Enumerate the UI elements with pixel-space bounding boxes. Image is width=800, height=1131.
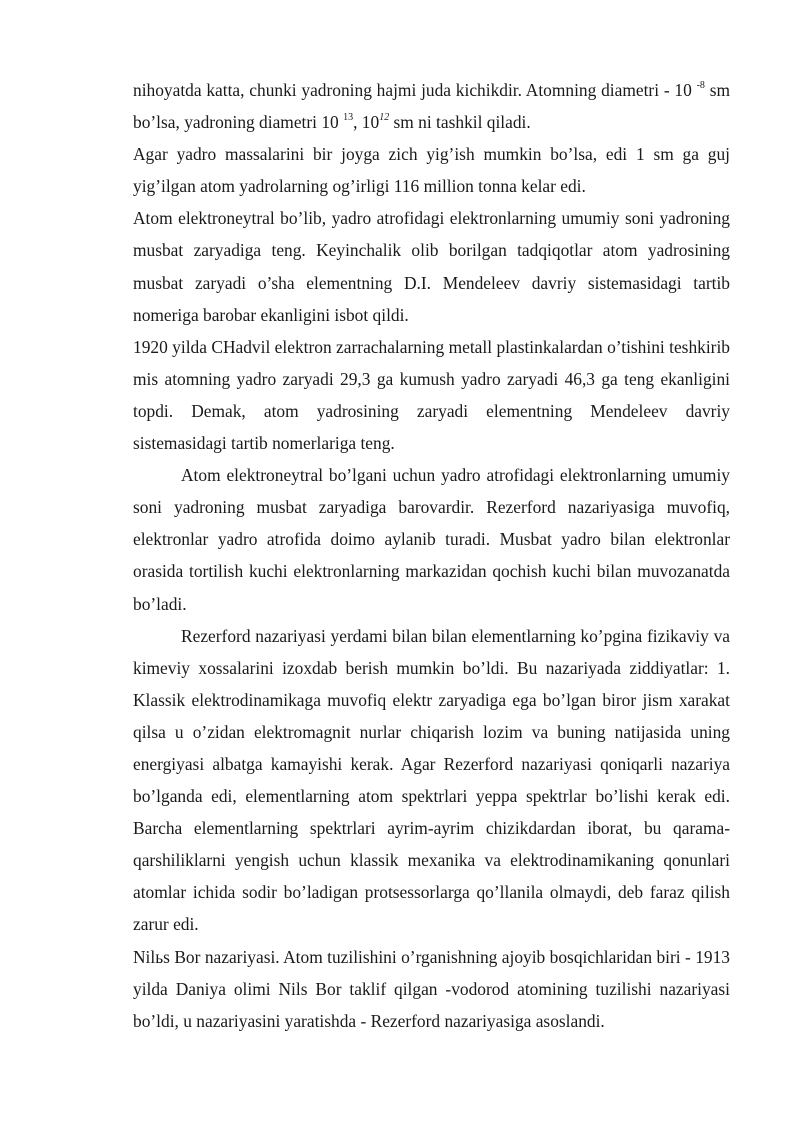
paragraph-1 (133, 74, 730, 138)
paragraph-6: Rezerford nazariyasi yerdami bilan bilan elementlarning ko’pgina fizikaviy va kimeviy xossalarini izoxdab berish mumkin bo’ldi. Bu nazariyada ziddiyatlar: 1. Klassik elektrodinamikaga muvofiq elektr zaryadiga ega bo’lgan biror jism xarakat qilsa u o’zidan elektromagnit nurlar chiqarish lozim va buning natijasida uning energiyasi albatga kamayishi kerak. Agar Rezerford nazariyasi qoniqarli nazariya bo’lganda edi, elementlarning atom spektrlari yeppa spektrlar bo’lishi kerak edi. Barcha elementlarning spektrlari ayrim-ayrim chizikdardan iborat, bu qarama-qarshiliklarni yengish uchun klassik mexanika va elektrodinamikaning qonunlari atomlar ichida sodir bo’ladigan protsessorlarga qo’llanila olmaydi, deb faraz qilish zarur edi. (133, 625, 730, 935)
paragraph-5: Atom elektroneytral bo’lgani uchun yadro atrofidagi elektronlarning umumiy soni yadroning musbat zaryadiga barovardir. Rezerford nazariyasiga muvofiq, elektronlar yadro atrofida doimo aylanib turadi. Musbat yadro bilan elektronlar orasida tortilish kuchi elektronlarning markazidan qochish kuchi bilan muvozanatda bo’ladi. (133, 465, 730, 614)
paragraph-2: Agar yadro massalarini bir joyga zich yig’ish mumkin bo’lsa, edi 1 sm ga guj yig’ilgan atom yadrolarning og’irligi 116 million tonna kelar edi. (133, 144, 730, 197)
paragraph-7: Nilьs Bor nazariyasi. Atom tuzilishini o’rganishning ajoyib bosqichlaridan biri - 1913 yilda Daniya olimi Nils Bor taklif qilgan -vodorod atomining tuzilishi nazariyasi bo’ldi, u nazariyasini yaratishda - Rezerford nazariyasiga asoslandi. (133, 946, 730, 1031)
paragraph-1-text-a: nihoyatda katta, chunki yadroning hajmi juda kichikdir. Atomning diametri - 10 (133, 80, 697, 100)
paragraph-1-text-b: sm bo’lsa, yadroning diametri 10 (133, 80, 730, 133)
paragraph-1-text-d: sm ni tashkil qiladi. (389, 112, 531, 133)
document-page (133, 74, 730, 1037)
paragraph-3: Atom elektroneytral bo’lib, yadro atrofidagi elektronlarning umumiy soni yadroning musbat zaryadiga teng. Keyinchalik olib borilgan tadqiqotlar atom yadrosining musbat zaryadi o’sha elementning D.I. Mendeleev davriy sistemasidagi tartib nomeriga barobar ekanligini isbot qildi. (133, 208, 730, 325)
exponent-nucleus-diameter-1: 13 (343, 112, 354, 124)
paragraph-4: 1920 yilda CHadvil elektron zarrachalarning metall plastinkalardan o’tishini teshkirib mis atomning yadro zaryadi 29,3 ga kumush yadro zaryadi 46,3 ga teng ekanligini topdi. Demak, atom yadrosining zaryadi elementning Mendeleev davriy sistemasidagi tartib nomerlariga teng. (133, 336, 730, 454)
exponent-atom-diameter: -8 (696, 80, 705, 92)
paragraph-1-text-c: , 10 (353, 112, 380, 133)
exponent-nucleus-diameter-2: 12 (379, 112, 390, 124)
